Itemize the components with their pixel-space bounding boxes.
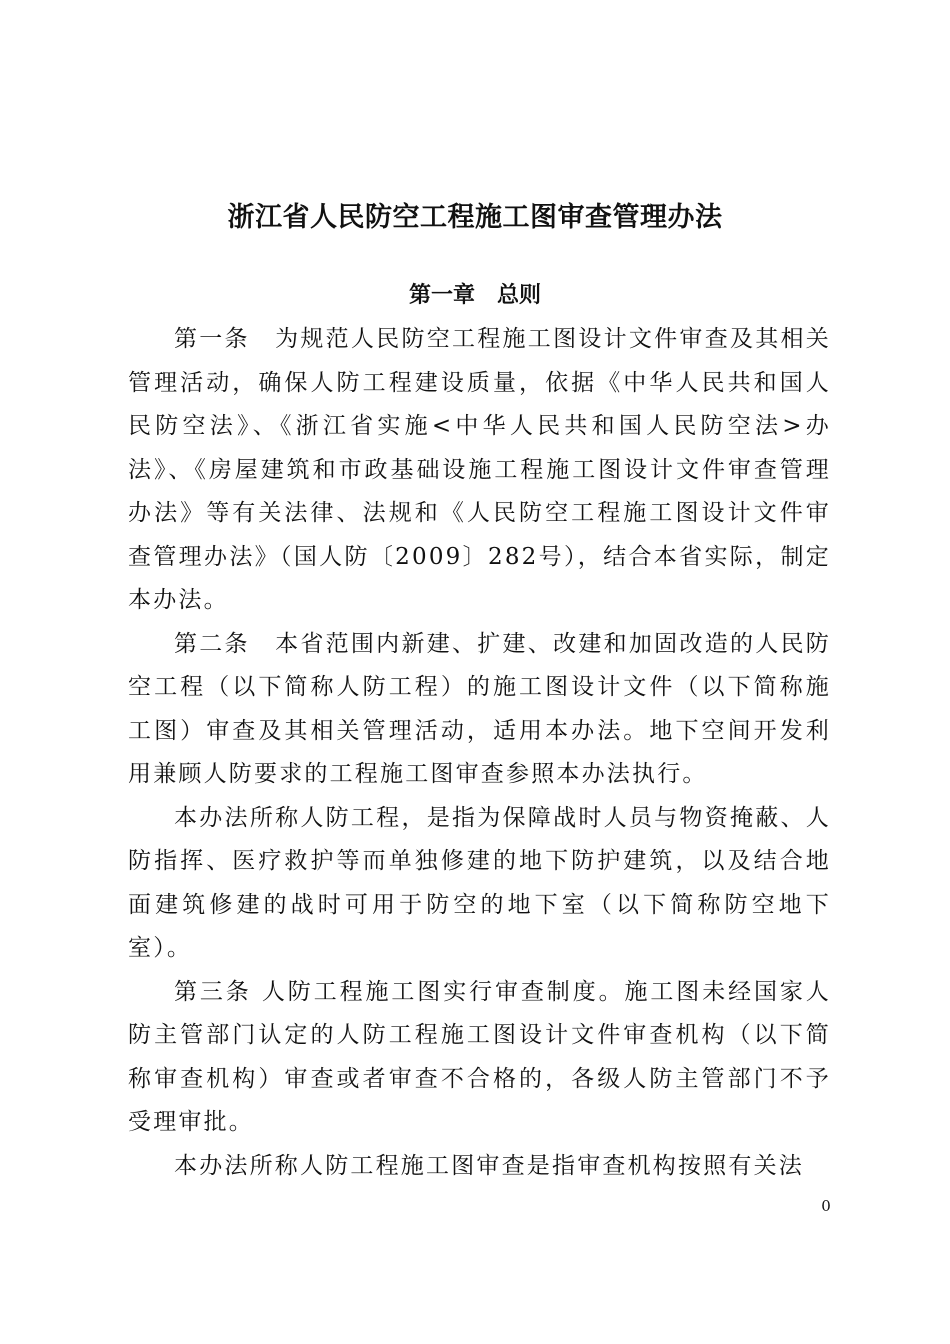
document-body [128,318,831,1188]
document-title: 浙江省人民防空工程施工图审查管理办法 [227,202,723,233]
article-1-paragraph: 第一条 为规范人民防空工程施工图设计文件审查及其相关管理活动，确保人防工程建设质量，依据《中华人民共和国人民防空法》、《浙江省实施<中华人民共和国人民防空法>办法》、《房屋建筑和市政基础设施工程施工图设计文件审查管理办法》等有关法律、法规和《人民防空工程施工图设计文件审查管理办法》（国人防〔2009〕282号），结合本省实际，制定本办法。 [128,326,831,613]
page-number: 0 [821,1197,831,1215]
chapter-heading: 第一章 总则 [408,283,541,308]
review-definition-paragraph: 本办法所称人防工程施工图审查是指审查机构按照有关法 [174,1152,804,1179]
article-3-paragraph: 第三条 人防工程施工图实行审查制度。施工图未经国家人防主管部门认定的人防工程施工图设计文件审查机构（以下简称审查机构）审查或者审查不合格的，各级人防主管部门不予受理审批。 [128,978,831,1135]
article-2-paragraph: 第二条 本省范围内新建、扩建、改建和加固改造的人民防空工程（以下简称人防工程）的施工图设计文件（以下简称施工图）审查及其相关管理活动，适用本办法。地下空间开发利用兼顾人防要求的工程施工图审查参照本办法执行。 [128,630,831,787]
definition-paragraph: 本办法所称人防工程，是指为保障战时人员与物资掩蔽、人防指挥、医疗救护等而单独修建的地下防护建筑，以及结合地面建筑修建的战时可用于防空的地下室（以下简称防空地下室）。 [128,804,831,961]
